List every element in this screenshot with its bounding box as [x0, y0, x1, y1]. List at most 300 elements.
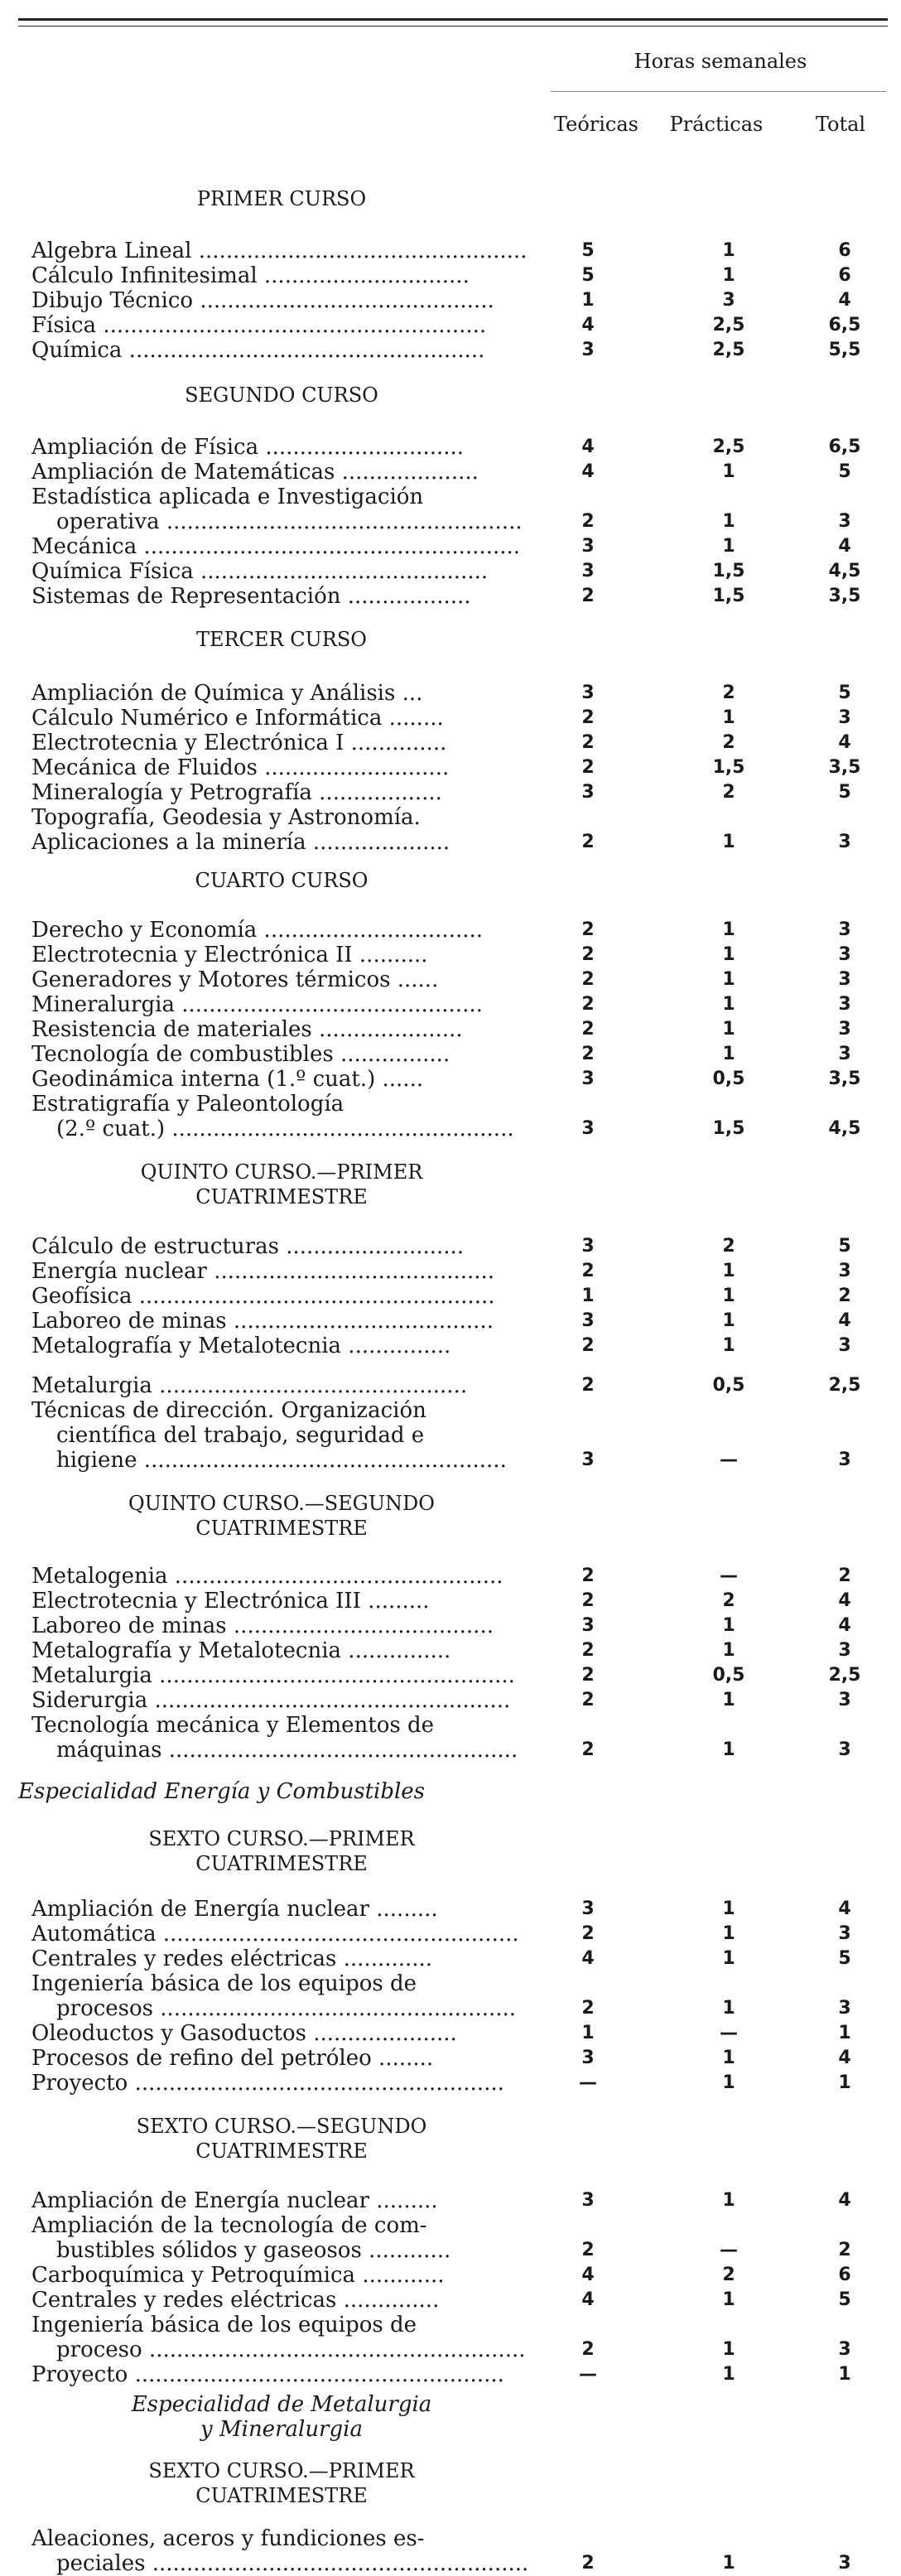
hours-total: 6,5 [828, 315, 861, 335]
subject-name: Metalurgia ............................................. [31, 1373, 468, 1398]
hours-teoricas: 2 [581, 2240, 595, 2260]
hours-teoricas: 2 [581, 944, 595, 965]
subject-name: máquinas ................................................... [56, 1738, 518, 1763]
subject-row [0, 460, 901, 485]
hours-practicas: 1 [722, 1898, 735, 1919]
hours-teoricas: 4 [581, 2289, 595, 2310]
hours-total: 4 [838, 290, 851, 311]
hours-practicas: 1 [722, 2339, 735, 2360]
hours-teoricas: 2 [581, 511, 595, 532]
hours-practicas: 0,5 [712, 1069, 745, 1089]
hours-total: 4 [838, 1590, 851, 1611]
hours-practicas: 1 [722, 832, 735, 852]
hours-practicas: 2 [722, 732, 735, 753]
hours-practicas: — [720, 2023, 738, 2043]
hours-practicas: 1 [722, 1948, 735, 1969]
subject-name: Metalografía y Metalotecnia ............... [31, 1334, 451, 1358]
subject-row [0, 731, 901, 755]
hours-total: 5 [838, 1236, 851, 1257]
subject-row [0, 805, 901, 830]
hours-teoricas: 2 [581, 757, 595, 778]
course-heading: QUINTO CURSO.—PRIMER [140, 1160, 423, 1184]
hours-total: 5 [838, 782, 851, 803]
hours-teoricas: 2 [581, 1565, 595, 1586]
subject-name: Química Física .......................................... [31, 559, 489, 584]
hours-practicas: 2 [722, 2265, 735, 2285]
subject-name: científica del trabajo, seguridad e [56, 1423, 425, 1448]
hours-total: 4 [838, 2048, 851, 2068]
column-header-practicas: Prácticas [669, 113, 764, 136]
subject-row [0, 1117, 901, 1141]
subject-name: Derecho y Economía ................................ [31, 918, 484, 943]
hours-total: 3 [838, 511, 851, 532]
specialty-title: Especialidad de Metalurgia [131, 2392, 432, 2417]
subject-name: Proyecto ...................................................... [31, 2362, 504, 2387]
hours-practicas: 1 [722, 461, 735, 482]
subject-row [0, 780, 901, 805]
hours-teoricas: 2 [581, 1665, 595, 1686]
hours-practicas: 2 [722, 1236, 735, 1257]
subject-name: Centrales y redes eléctricas ............. [31, 1946, 433, 1971]
subject-row [0, 1971, 901, 1996]
subject-row [0, 1996, 901, 2021]
hours-practicas: 1 [722, 2289, 735, 2310]
subject-name: Cálculo Infinitesimal .............................. [31, 263, 470, 288]
subject-row [0, 1042, 901, 1067]
column-header-teoricas: Teóricas [553, 113, 638, 136]
hours-total: 4,5 [828, 1118, 861, 1139]
hours-teoricas: 1 [581, 290, 595, 311]
subject-name: Metalografía y Metalotecnia ............... [31, 1638, 451, 1663]
subject-name: Tecnología mecánica y Elementos de [31, 1713, 435, 1738]
subject-name: Ampliación de Física ............................. [31, 435, 465, 460]
hours-total: 6 [838, 265, 851, 286]
hours-practicas: 2 [722, 1590, 735, 1611]
hours-practicas: 2 [722, 782, 735, 803]
hours-practicas: 1 [722, 1044, 735, 1064]
subject-name: Cálculo Numérico e Informática ........ [31, 706, 444, 731]
hours-practicas: 1 [722, 994, 735, 1015]
hours-practicas: 1 [722, 969, 735, 990]
hours-practicas: 1 [722, 1739, 735, 1760]
subject-name: Mecánica ....................................................... [31, 534, 521, 559]
hours-total: 3,5 [828, 757, 861, 778]
subject-row [0, 967, 901, 992]
subject-name: Ingeniería básica de los equipos de [31, 2313, 417, 2337]
hours-total: 5 [838, 683, 851, 703]
hours-total: 6 [838, 2265, 851, 2285]
hours-practicas: 1 [722, 1640, 735, 1661]
subject-row [0, 755, 901, 780]
hours-teoricas: 2 [581, 919, 595, 940]
hours-total: 4 [838, 1310, 851, 1331]
hours-practicas: — [720, 1450, 738, 1470]
hours-total: 4 [838, 1898, 851, 1919]
subject-row [0, 584, 901, 609]
subject-row [0, 2213, 901, 2238]
hours-total: 2,5 [828, 1375, 861, 1396]
subject-row [0, 1334, 901, 1358]
hours-total: 5 [838, 461, 851, 482]
course-heading: SEXTO CURSO.—SEGUNDO [136, 2115, 427, 2138]
hours-teoricas: 2 [581, 732, 595, 753]
hours-practicas: 1 [722, 1335, 735, 1356]
subject-row [0, 2263, 901, 2288]
hours-total: 5 [838, 2289, 851, 2310]
subject-row [0, 509, 901, 534]
hours-teoricas: 3 [581, 1310, 595, 1331]
hours-total: 3 [838, 832, 851, 852]
hours-total: 2,5 [828, 1665, 861, 1686]
hours-teoricas: 2 [581, 969, 595, 990]
hours-total: 4 [838, 1615, 851, 1636]
hours-teoricas: 2 [581, 832, 595, 852]
subject-row [0, 313, 901, 338]
hours-teoricas: 3 [581, 1236, 595, 1257]
hours-teoricas: — [579, 2072, 597, 2093]
subject-name: peciales ....................................................... [56, 2551, 529, 2576]
subject-row [0, 485, 901, 509]
subject-name: Centrales y redes eléctricas .............. [31, 2288, 440, 2313]
hours-total: 3 [838, 1640, 851, 1661]
hours-practicas: 1 [722, 1261, 735, 1281]
hours-total: 3 [838, 919, 851, 940]
hours-practicas: 1 [722, 536, 735, 557]
subject-row [0, 2071, 901, 2096]
hours-teoricas: 2 [581, 994, 595, 1015]
hours-teoricas: 2 [581, 707, 595, 728]
hours-teoricas: 5 [581, 265, 595, 286]
hours-teoricas: 3 [581, 782, 595, 803]
course-heading-line2: CUATRIMESTRE [195, 2139, 368, 2163]
hours-total: 3 [838, 1690, 851, 1710]
column-header-total: Total [815, 113, 866, 136]
subject-row [0, 992, 901, 1017]
subject-name: Procesos de refino del petróleo ........ [31, 2046, 434, 2071]
subject-name: Energía nuclear ......................................... [31, 1259, 495, 1284]
hours-total: 3 [838, 2553, 851, 2574]
subject-name: Ampliación de Energía nuclear ......... [31, 1897, 438, 1922]
subject-row [0, 534, 901, 559]
hours-practicas: 1 [722, 1690, 735, 1710]
subject-name: Dibujo Técnico ........................................... [31, 288, 494, 313]
subject-name: Laboreo de minas ...................................... [31, 1309, 494, 1334]
hours-total: 5,5 [828, 340, 861, 360]
hours-total: 2 [838, 1286, 851, 1306]
hours-teoricas: 2 [581, 1261, 595, 1281]
subject-row [0, 1589, 901, 1614]
hours-teoricas: 2 [581, 1019, 595, 1040]
hours-total: 3 [838, 944, 851, 965]
subject-name: Ampliación de Química y Análisis ... [31, 681, 423, 706]
subject-name: Electrotecnia y Electrónica II .......... [31, 943, 428, 967]
course-heading: PRIMER CURSO [196, 187, 367, 210]
subject-row [0, 435, 901, 460]
subject-row [0, 2046, 901, 2071]
hours-teoricas: 3 [581, 2048, 595, 2068]
subject-name: Física ........................................................ [31, 313, 487, 338]
hours-practicas: 1 [722, 1019, 735, 1040]
hours-total: 4 [838, 732, 851, 753]
hours-teoricas: 3 [581, 561, 595, 581]
subject-row [0, 1663, 901, 1688]
subject-name: Oleoductos y Gasoductos ..................... [31, 2021, 457, 2046]
subject-row [0, 1309, 901, 1334]
hours-teoricas: 3 [581, 1615, 595, 1636]
hours-total: 1 [838, 2023, 851, 2043]
table-header-title: Horas semanales [634, 50, 807, 73]
hours-practicas: 1 [722, 2364, 735, 2385]
hours-practicas: 1,5 [712, 561, 745, 581]
hours-teoricas: 3 [581, 340, 595, 360]
subject-row [0, 2188, 901, 2213]
hours-practicas: 1 [722, 265, 735, 286]
subject-name: Mineralurgia ............................................ [31, 992, 483, 1017]
subject-row [0, 1017, 901, 1042]
subject-row [0, 263, 901, 288]
hours-teoricas: 4 [581, 437, 595, 457]
subject-row [0, 2337, 901, 2362]
course-heading-line2: CUATRIMESTRE [195, 1517, 368, 1540]
subject-row [0, 1638, 901, 1663]
hours-total: 4,5 [828, 561, 861, 581]
subject-name: Proyecto ...................................................... [31, 2071, 504, 2096]
subject-name: Cálculo de estructuras .......................... [31, 1234, 465, 1259]
course-heading-line2: CUATRIMESTRE [195, 1852, 368, 1875]
hours-teoricas: 3 [581, 1118, 595, 1139]
subject-name: Estratigrafía y Paleontología [31, 1092, 344, 1117]
subject-name: Mineralogía y Petrografía .................. [31, 780, 442, 805]
hours-practicas: — [720, 2240, 738, 2260]
subject-row [0, 1946, 901, 1971]
hours-total: 3 [838, 1335, 851, 1356]
hours-practicas: — [720, 1565, 738, 1586]
hours-practicas: 1 [722, 707, 735, 728]
subject-name: Automática .................................................... [31, 1922, 519, 1946]
course-heading: QUINTO CURSO.—SEGUNDO [128, 1492, 435, 1515]
hours-teoricas: 4 [581, 1948, 595, 1969]
hours-teoricas: 2 [581, 2553, 595, 2574]
hours-teoricas: 2 [581, 1998, 595, 2019]
hours-teoricas: 3 [581, 1450, 595, 1470]
subject-name: Generadores y Motores térmicos ...... [31, 967, 439, 992]
course-heading: SEXTO CURSO.—PRIMER [148, 2459, 415, 2482]
subject-name: Electrotecnia y Electrónica III ......... [31, 1589, 430, 1614]
hours-practicas: 1,5 [712, 586, 745, 606]
subject-row [0, 706, 901, 731]
hours-total: 6,5 [828, 437, 861, 457]
hours-total: 3,5 [828, 1069, 861, 1089]
hours-teoricas: 2 [581, 1923, 595, 1944]
hours-teoricas: 3 [581, 536, 595, 557]
subject-row [0, 943, 901, 967]
subject-row [0, 2021, 901, 2046]
specialty-title-line2: y Mineralurgia [200, 2417, 363, 2442]
subject-name: Tecnología de combustibles ................ [31, 1042, 450, 1067]
hours-practicas: 2 [722, 683, 735, 703]
hours-total: 3 [838, 1998, 851, 2019]
hours-total: 3,5 [828, 586, 861, 606]
subject-row [0, 2313, 901, 2337]
subject-name: Algebra Lineal ................................................ [31, 239, 528, 263]
subject-row [0, 2288, 901, 2313]
subject-row [0, 1448, 901, 1473]
subject-name: Mecánica de Fluidos ........................... [31, 755, 450, 780]
course-heading: TERCER CURSO [196, 628, 367, 651]
hours-teoricas: 3 [581, 683, 595, 703]
hours-practicas: 0,5 [712, 1375, 745, 1396]
hours-teoricas: 2 [581, 1375, 595, 1396]
subject-row [0, 1373, 901, 1398]
subject-row [0, 1564, 901, 1589]
hours-teoricas: 3 [581, 2190, 595, 2211]
subject-name: Ampliación de Matemáticas .................... [31, 460, 479, 485]
hours-teoricas: 2 [581, 1335, 595, 1356]
hours-practicas: 1 [722, 2190, 735, 2211]
hours-teoricas: 2 [581, 1590, 595, 1611]
subject-name: Laboreo de minas ...................................... [31, 1614, 494, 1638]
subject-row [0, 1067, 901, 1092]
hours-teoricas: 2 [581, 2339, 595, 2360]
hours-total: 1 [838, 2364, 851, 2385]
subject-row [0, 830, 901, 855]
subject-name: operativa .................................................... [56, 509, 523, 534]
subject-name: Sistemas de Representación .................. [31, 584, 471, 609]
subject-row [0, 1284, 901, 1309]
hours-practicas: 2,5 [712, 437, 745, 457]
subject-name: bustibles sólidos y gaseosos ............ [56, 2238, 451, 2263]
hours-total: 3 [838, 1450, 851, 1470]
subject-name: Aplicaciones a la minería .................... [31, 830, 450, 855]
subject-row [0, 1713, 901, 1738]
subject-name: Ingeniería básica de los equipos de [31, 1971, 417, 1996]
subject-name: Metalogenia ................................................ [31, 1564, 504, 1589]
hours-total: 3 [838, 707, 851, 728]
subject-name: Aleaciones, aceros y fundiciones es- [31, 2526, 425, 2551]
subject-row [0, 1897, 901, 1922]
hours-total: 3 [838, 2339, 851, 2360]
hours-total: 3 [838, 1019, 851, 1040]
hours-teoricas: 2 [581, 1690, 595, 1710]
subject-name: Resistencia de materiales ..................... [31, 1017, 463, 1042]
subject-row [0, 1398, 901, 1423]
hours-practicas: 1 [722, 1998, 735, 2019]
subject-row [0, 2238, 901, 2263]
top-double-rule-thick [18, 18, 888, 21]
hours-practicas: 0,5 [712, 1665, 745, 1686]
hours-total: 3 [838, 1923, 851, 1944]
hours-teoricas: 2 [581, 1739, 595, 1760]
hours-teoricas: 3 [581, 1069, 595, 1089]
subject-name: higiene ..................................................... [56, 1448, 507, 1473]
hours-teoricas: 2 [581, 586, 595, 606]
header-divider [551, 91, 886, 92]
subject-row [0, 559, 901, 584]
subject-row [0, 1234, 901, 1259]
subject-row [0, 681, 901, 706]
subject-name: Electrotecnia y Electrónica I .............. [31, 731, 447, 755]
hours-practicas: 1 [722, 919, 735, 940]
course-heading-line2: CUATRIMESTRE [195, 2484, 368, 2507]
subject-row [0, 1423, 901, 1448]
subject-row [0, 1738, 901, 1763]
subject-name: Siderurgia .................................................... [31, 1688, 511, 1713]
hours-teoricas: 4 [581, 2265, 595, 2285]
subject-row [0, 2526, 901, 2551]
subject-name: proceso ....................................................... [56, 2337, 526, 2362]
subject-name: Ampliación de Energía nuclear ......... [31, 2188, 438, 2213]
hours-practicas: 2,5 [712, 340, 745, 360]
hours-practicas: 3 [722, 290, 735, 311]
hours-teoricas: 2 [581, 1044, 595, 1064]
top-double-rule-thin [18, 26, 888, 27]
hours-practicas: 1,5 [712, 757, 745, 778]
hours-practicas: 1 [722, 240, 735, 261]
subject-name: Geodinámica interna (1.º cuat.) ...... [31, 1067, 424, 1092]
subject-name: Estadística aplicada e Investigación [31, 485, 424, 509]
hours-teoricas: 1 [581, 1286, 595, 1306]
subject-name: Técnicas de dirección. Organización [31, 1398, 426, 1423]
subject-row [0, 2362, 901, 2387]
hours-total: 3 [838, 994, 851, 1015]
hours-total: 6 [838, 240, 851, 261]
hours-total: 3 [838, 1044, 851, 1064]
hours-practicas: 1 [722, 1923, 735, 1944]
hours-practicas: 1 [722, 944, 735, 965]
hours-total: 2 [838, 2240, 851, 2260]
subject-row [0, 239, 901, 263]
subject-row [0, 2551, 901, 2576]
hours-total: 5 [838, 1948, 851, 1969]
subject-name: Carboquímica y Petroquímica ............ [31, 2263, 445, 2288]
hours-practicas: 1 [722, 1310, 735, 1331]
subject-name: Geofísica .................................................... [31, 1284, 495, 1309]
hours-teoricas: — [579, 2364, 597, 2385]
subject-row [0, 1259, 901, 1284]
hours-total: 2 [838, 1565, 851, 1586]
course-heading: SEXTO CURSO.—PRIMER [148, 1827, 415, 1850]
hours-practicas: 1 [722, 511, 735, 532]
hours-total: 4 [838, 2190, 851, 2211]
hours-total: 4 [838, 536, 851, 557]
subject-name: (2.º cuat.) .................................................. [56, 1117, 514, 1141]
subject-row [0, 338, 901, 363]
hours-total: 3 [838, 1261, 851, 1281]
hours-teoricas: 1 [581, 2023, 595, 2043]
hours-total: 3 [838, 1739, 851, 1760]
hours-total: 3 [838, 969, 851, 990]
specialty-title: Especialidad Energía y Combustibles [18, 1779, 426, 1804]
course-heading: SEGUNDO CURSO [185, 384, 378, 407]
hours-teoricas: 4 [581, 315, 595, 335]
subject-name: Topografía, Geodesia y Astronomía. [31, 805, 421, 830]
hours-practicas: 1 [722, 2072, 735, 2093]
hours-teoricas: 3 [581, 1898, 595, 1919]
subject-name: Ampliación de la tecnología de com- [31, 2213, 427, 2238]
hours-teoricas: 4 [581, 461, 595, 482]
hours-practicas: 1 [722, 2048, 735, 2068]
subject-row [0, 1614, 901, 1638]
subject-name: Metalurgia .................................................... [31, 1663, 515, 1688]
subject-row [0, 1092, 901, 1117]
subject-row [0, 288, 901, 313]
course-heading: CUARTO CURSO [195, 869, 369, 892]
hours-practicas: 1,5 [712, 1118, 745, 1139]
subject-name: procesos .................................................... [56, 1996, 517, 2021]
subject-row [0, 1688, 901, 1713]
hours-practicas: 1 [722, 2553, 735, 2574]
hours-total: 1 [838, 2072, 851, 2093]
